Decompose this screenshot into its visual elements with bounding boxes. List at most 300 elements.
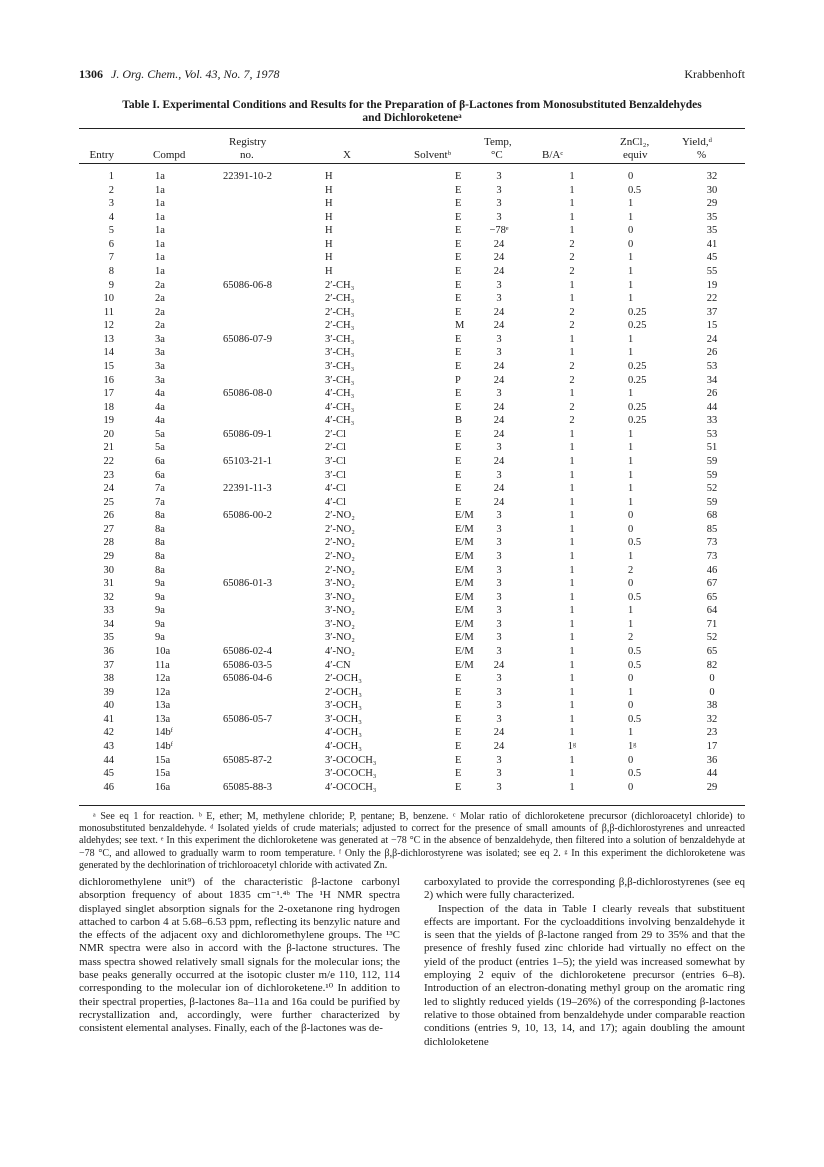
cell-entry: 21 bbox=[103, 442, 114, 454]
cell-temp: 3 bbox=[496, 754, 502, 766]
cell-x: 3′-CH₃ bbox=[325, 347, 355, 359]
cell-x: H bbox=[325, 211, 333, 223]
cell-ba: 1 bbox=[569, 198, 575, 210]
cell-x: H bbox=[325, 198, 333, 210]
journal-citation: J. Org. Chem., Vol. 43, No. 7, 1978 bbox=[111, 67, 280, 81]
cell-ba: 2 bbox=[569, 374, 575, 386]
cell-entry: 24 bbox=[103, 483, 114, 495]
cell-solvent: E/M bbox=[455, 659, 474, 671]
table-row bbox=[79, 727, 745, 738]
cell-compd: 8a bbox=[155, 537, 165, 549]
table-row bbox=[79, 280, 745, 291]
cell-zncl2: 1 bbox=[628, 469, 634, 481]
header-x: X bbox=[343, 149, 351, 161]
cell-ba: 1 bbox=[569, 605, 575, 617]
cell-yield: 44 bbox=[706, 401, 718, 413]
cell-zncl2: 1 bbox=[628, 455, 634, 467]
cell-compd: 3a bbox=[155, 347, 165, 359]
cell-entry: 9 bbox=[108, 279, 114, 291]
cell-solvent: E bbox=[455, 442, 462, 454]
cell-compd: 16a bbox=[155, 781, 171, 793]
cell-entry: 5 bbox=[108, 225, 114, 237]
cell-x: 3′-OCH₃ bbox=[325, 713, 362, 725]
cell-x: 2′-NO₂ bbox=[325, 564, 355, 576]
cell-x: 2′-OCH₃ bbox=[325, 686, 362, 698]
cell-yield: 38 bbox=[706, 700, 718, 712]
page-number: 1306 bbox=[79, 67, 103, 81]
cell-entry: 3 bbox=[108, 198, 114, 210]
cell-ba: 1 bbox=[569, 333, 575, 345]
cell-temp: 3 bbox=[496, 211, 502, 223]
cell-compd: 8a bbox=[155, 510, 165, 522]
cell-x: H bbox=[325, 265, 333, 277]
cell-yield: 67 bbox=[706, 578, 718, 590]
cell-ba: 1 bbox=[569, 659, 575, 671]
cell-temp: 3 bbox=[496, 198, 502, 210]
cell-entry: 14 bbox=[103, 347, 114, 359]
cell-yield: 44 bbox=[706, 768, 718, 780]
cell-temp: 24 bbox=[493, 415, 505, 427]
cell-temp: 24 bbox=[493, 265, 505, 277]
cell-ba: 2 bbox=[569, 252, 575, 264]
cell-x: 4′-CH₃ bbox=[325, 401, 355, 413]
cell-x: H bbox=[325, 184, 333, 196]
cell-compd: 13a bbox=[155, 700, 171, 712]
cell-solvent: E bbox=[455, 428, 462, 440]
cell-zncl2: 0.5 bbox=[628, 713, 642, 725]
table-top-rule bbox=[79, 128, 745, 129]
cell-compd: 3a bbox=[155, 374, 165, 386]
cell-yield: 46 bbox=[706, 564, 718, 576]
cell-solvent: E bbox=[455, 469, 462, 481]
cell-ba: 1 bbox=[569, 578, 575, 590]
cell-solvent: E bbox=[455, 198, 462, 210]
table-row bbox=[79, 347, 745, 358]
cell-zncl2: 1 bbox=[628, 198, 634, 210]
cell-entry: 23 bbox=[103, 469, 114, 481]
cell-solvent: E bbox=[455, 455, 462, 467]
cell-yield: 82 bbox=[706, 659, 718, 671]
cell-solvent: E bbox=[455, 265, 462, 277]
cell-solvent: E bbox=[455, 496, 462, 508]
cell-zncl2: 0.5 bbox=[628, 537, 642, 549]
table-row bbox=[79, 442, 745, 453]
cell-temp: 24 bbox=[493, 496, 505, 508]
cell-temp: 3 bbox=[496, 510, 502, 522]
cell-compd: 15a bbox=[155, 768, 171, 780]
cell-yield: 52 bbox=[706, 632, 718, 644]
cell-ba: 1 bbox=[569, 279, 575, 291]
cell-yield: 26 bbox=[706, 388, 718, 400]
cell-yield: 85 bbox=[706, 523, 718, 535]
cell-entry: 15 bbox=[103, 360, 114, 372]
cell-yield: 24 bbox=[706, 333, 718, 345]
cell-x: H bbox=[325, 171, 333, 182]
cell-x: 3′-OCH₃ bbox=[325, 700, 362, 712]
cell-yield: 51 bbox=[706, 442, 718, 454]
body-right-paragraph-1: carboxylated to provide the corresponding β,β-dichlorostyrenes (see eq 2) which were fully characterized. bbox=[424, 876, 745, 902]
cell-yield: 73 bbox=[706, 550, 718, 562]
cell-zncl2: 0.25 bbox=[628, 320, 647, 332]
table-row bbox=[79, 212, 745, 223]
cell-temp: 3 bbox=[496, 550, 502, 562]
cell-temp: 3 bbox=[496, 537, 502, 549]
cell-zncl2: 1 bbox=[628, 252, 634, 264]
cell-yield: 73 bbox=[706, 537, 718, 549]
header-solvent: Solventᵇ bbox=[414, 149, 452, 161]
cell-compd: 3a bbox=[155, 333, 165, 345]
cell-reg: 22391-11-3 bbox=[223, 483, 272, 495]
cell-compd: 3a bbox=[155, 360, 165, 372]
cell-compd: 12a bbox=[155, 686, 171, 698]
cell-entry: 28 bbox=[103, 537, 114, 549]
cell-x: 3′-NO₂ bbox=[325, 591, 355, 603]
cell-x: 2′-CH₃ bbox=[325, 279, 355, 291]
cell-zncl2: 0 bbox=[628, 673, 634, 685]
cell-ba: 1 bbox=[569, 673, 575, 685]
cell-compd: 8a bbox=[155, 564, 165, 576]
cell-x: 3′-CH₃ bbox=[325, 374, 355, 386]
cell-zncl2: 0 bbox=[628, 578, 634, 590]
cell-x: 4′-OCOCH₃ bbox=[325, 781, 377, 793]
cell-entry: 11 bbox=[103, 306, 114, 318]
cell-yield: 0 bbox=[709, 673, 715, 685]
cell-temp: 3 bbox=[496, 184, 502, 196]
cell-entry: 16 bbox=[103, 374, 114, 386]
cell-temp: 3 bbox=[496, 768, 502, 780]
cell-x: 4′-Cl bbox=[325, 496, 346, 508]
cell-solvent: E/M bbox=[455, 537, 474, 549]
cell-compd: 15a bbox=[155, 754, 171, 766]
cell-zncl2: 0 bbox=[628, 754, 634, 766]
cell-zncl2: 0.25 bbox=[628, 374, 647, 386]
cell-reg: 65086-08-0 bbox=[223, 388, 272, 400]
cell-temp: 24 bbox=[493, 360, 505, 372]
table-header-rule bbox=[79, 163, 745, 164]
cell-yield: 55 bbox=[706, 265, 718, 277]
cell-yield: 29 bbox=[706, 781, 718, 793]
cell-yield: 35 bbox=[706, 211, 718, 223]
cell-yield: 23 bbox=[706, 727, 718, 739]
table-row bbox=[79, 293, 745, 304]
table-row bbox=[79, 483, 745, 494]
cell-zncl2: 0.5 bbox=[628, 768, 642, 780]
cell-yield: 53 bbox=[706, 360, 718, 372]
cell-solvent: E bbox=[455, 306, 462, 318]
cell-ba: 1 bbox=[569, 225, 575, 237]
cell-entry: 25 bbox=[103, 496, 114, 508]
cell-solvent: M bbox=[455, 320, 465, 332]
cell-ba: 1 bbox=[569, 727, 575, 739]
cell-compd: 4a bbox=[155, 415, 165, 427]
table-footnotes: ᵃ See eq 1 for reaction. ᵇ E, ether; M, methylene chloride; P, pentane; B, benzene. ᶜ Molar ratio of dichloroketene precursor (dichloroacetyl chloride) to monosubstituted benzaldehyde. ᵈ Isolated yields of crude materials; adjusted to correct for the presence of small amounts of β,β-dichlorostyrenes and unreacted aldehydes; see text. ᵉ In this experiment the dichloroketene was generated at −78 °C in the absence of benzaldehyde, then filtered into a solution of benzaldehyde at −78 °C, and allowed to gradually warm to room temperature. ᶠ Only the β,β-dichlorostyrene was isolated; see eq 2. ᵍ In this experiment the dichloroketene was generated by the dechlorination of trichloroacetyl chloride with activated Zn. bbox=[79, 811, 745, 871]
cell-zncl2: 1 bbox=[628, 496, 634, 508]
table-row bbox=[79, 402, 745, 413]
cell-entry: 39 bbox=[103, 686, 114, 698]
header-registry-line-2: no. bbox=[240, 149, 254, 161]
cell-yield: 59 bbox=[706, 455, 718, 467]
cell-yield: 45 bbox=[706, 252, 718, 264]
cell-x: 2′-Cl bbox=[325, 428, 346, 440]
cell-x: H bbox=[325, 238, 333, 250]
cell-compd: 13a bbox=[155, 713, 171, 725]
cell-solvent: E bbox=[455, 333, 462, 345]
cell-temp: 24 bbox=[493, 401, 505, 413]
cell-solvent: E bbox=[455, 483, 462, 495]
cell-zncl2: 0.25 bbox=[628, 360, 647, 372]
table-row bbox=[79, 225, 745, 236]
cell-compd: 11a bbox=[155, 659, 170, 671]
cell-x: 3′-OCOCH₃ bbox=[325, 754, 377, 766]
cell-zncl2: 1 bbox=[628, 442, 634, 454]
table-row bbox=[79, 537, 745, 548]
table-row bbox=[79, 592, 745, 603]
cell-entry: 17 bbox=[103, 388, 114, 400]
table-row bbox=[79, 497, 745, 508]
cell-reg: 65086-02-4 bbox=[223, 645, 272, 657]
cell-temp: 24 bbox=[493, 374, 505, 386]
cell-ba: 1 bbox=[569, 523, 575, 535]
cell-ba: 1 bbox=[569, 618, 575, 630]
cell-x: 2′-OCH₃ bbox=[325, 673, 362, 685]
cell-entry: 36 bbox=[103, 645, 114, 657]
cell-temp: 3 bbox=[496, 469, 502, 481]
table-row bbox=[79, 673, 745, 684]
cell-temp: 24 bbox=[493, 238, 505, 250]
cell-solvent: E bbox=[455, 171, 462, 182]
cell-compd: 10a bbox=[155, 645, 171, 657]
cell-temp: 3 bbox=[496, 591, 502, 603]
cell-solvent: E/M bbox=[455, 645, 474, 657]
cell-solvent: E bbox=[455, 401, 462, 413]
cell-ba: 1 bbox=[569, 496, 575, 508]
cell-temp: 3 bbox=[496, 686, 502, 698]
cell-yield: 41 bbox=[706, 238, 718, 250]
cell-zncl2: 0 bbox=[628, 781, 634, 793]
table-row bbox=[79, 565, 745, 576]
cell-x: 4′-CN bbox=[325, 659, 351, 671]
cell-zncl2: 0.5 bbox=[628, 659, 642, 671]
cell-entry: 43 bbox=[103, 740, 114, 752]
header-zncl2-line-2: equiv bbox=[623, 149, 648, 161]
cell-ba: 2 bbox=[569, 238, 575, 250]
cell-ba: 1 bbox=[569, 211, 575, 223]
table-row bbox=[79, 605, 745, 616]
cell-ba: 1ᵍ bbox=[567, 740, 577, 752]
cell-temp: 24 bbox=[493, 320, 505, 332]
table-row bbox=[79, 185, 745, 196]
cell-yield: 35 bbox=[706, 225, 718, 237]
table-row bbox=[79, 456, 745, 467]
cell-solvent: E bbox=[455, 211, 462, 223]
header-entry: Entry bbox=[89, 149, 114, 161]
cell-ba: 1 bbox=[569, 781, 575, 793]
cell-ba: 1 bbox=[569, 645, 575, 657]
cell-reg: 65085-88-3 bbox=[223, 781, 272, 793]
cell-ba: 2 bbox=[569, 415, 575, 427]
cell-ba: 1 bbox=[569, 442, 575, 454]
cell-yield: 68 bbox=[706, 510, 718, 522]
cell-temp: 3 bbox=[496, 673, 502, 685]
cell-temp: 3 bbox=[496, 523, 502, 535]
cell-zncl2: 2 bbox=[628, 632, 634, 644]
cell-compd: 9a bbox=[155, 632, 165, 644]
cell-entry: 34 bbox=[103, 618, 114, 630]
cell-yield: 34 bbox=[706, 374, 718, 386]
cell-ba: 1 bbox=[569, 537, 575, 549]
cell-zncl2: 1 bbox=[628, 388, 634, 400]
cell-solvent: E bbox=[455, 713, 462, 725]
cell-x: H bbox=[325, 252, 333, 264]
cell-entry: 42 bbox=[103, 727, 114, 739]
cell-compd: 4a bbox=[155, 401, 165, 413]
cell-compd: 6a bbox=[155, 455, 165, 467]
body-left-column bbox=[79, 876, 400, 1036]
cell-compd: 14bᶠ bbox=[155, 727, 173, 739]
cell-zncl2: 0 bbox=[628, 510, 634, 522]
cell-x: 3′-OCOCH₃ bbox=[325, 768, 377, 780]
cell-zncl2: 0.25 bbox=[628, 401, 647, 413]
cell-ba: 1 bbox=[569, 686, 575, 698]
cell-x: 3′-Cl bbox=[325, 469, 346, 481]
table-title-line-1: Table I. Experimental Conditions and Results for the Preparation of β-Lactones from Monosubstituted Benzaldehydes bbox=[122, 99, 702, 111]
cell-temp: 24 bbox=[493, 306, 505, 318]
cell-zncl2: 0.5 bbox=[628, 184, 642, 196]
cell-entry: 6 bbox=[108, 238, 114, 250]
cell-x: 4′-OCH₃ bbox=[325, 740, 362, 752]
cell-temp: 3 bbox=[496, 279, 502, 291]
cell-zncl2: 1 bbox=[628, 618, 634, 630]
cell-zncl2: 1 bbox=[628, 347, 634, 359]
cell-x: 2′-NO₂ bbox=[325, 510, 355, 522]
cell-compd: 14bᶠ bbox=[155, 740, 173, 752]
cell-ba: 1 bbox=[569, 768, 575, 780]
table-row bbox=[79, 239, 745, 250]
cell-temp: 3 bbox=[496, 713, 502, 725]
cell-temp: 24 bbox=[493, 252, 505, 264]
header-compd: Compd bbox=[153, 149, 186, 161]
header-yield-line-1: Yield,ᵈ bbox=[682, 136, 713, 148]
cell-zncl2: 1 bbox=[628, 686, 634, 698]
cell-temp: 3 bbox=[496, 578, 502, 590]
cell-ba: 1 bbox=[569, 510, 575, 522]
cell-compd: 1a bbox=[155, 211, 165, 223]
cell-entry: 32 bbox=[103, 591, 114, 603]
cell-x: 3′-NO₂ bbox=[325, 605, 355, 617]
header-temp-line-1: Temp, bbox=[484, 136, 512, 148]
cell-temp: −78ᵉ bbox=[489, 225, 509, 237]
cell-reg: 65086-09-1 bbox=[223, 428, 272, 440]
cell-solvent: E/M bbox=[455, 510, 474, 522]
cell-compd: 2a bbox=[155, 306, 165, 318]
body-left-paragraph: dichloromethylene unit⁹) of the characteristic β-lactone carbonyl absorption frequency of about 1835 cm⁻¹.⁴ᵇ The ¹H NMR spectra displayed singlet absorption signals for the 2-oxetanone ring hydrogen attached to carbon 4 at 5.68–6.53 ppm, reflecting its benzylic nature and the effects of the adjacent oxy and dichloromethylene groups. The ¹³C NMR spectra were also in accord with the β-lactone structures. The mass spectra showed relatively small signals for the molecular ions; the base peaks generally occurred at the isotopic cluster m/e 110, 112, 114 corresponding to the molecular ion of dichloroketene.¹⁰ In addition to their spectral properties, β-lactones 8a–11a and 16a could be purified by recrystallization and, accordingly, were further characterized by consistent elemental analyses. Finally, each of the β-lactones was de- bbox=[79, 876, 400, 1035]
cell-compd: 7a bbox=[155, 496, 165, 508]
cell-compd: 5a bbox=[155, 428, 165, 440]
cell-temp: 3 bbox=[496, 333, 502, 345]
cell-compd: 1a bbox=[155, 184, 165, 196]
cell-x: 2′-NO₂ bbox=[325, 550, 355, 562]
running-head-left bbox=[79, 67, 280, 82]
cell-compd: 1a bbox=[155, 238, 165, 250]
table-row bbox=[79, 687, 745, 698]
cell-temp: 3 bbox=[496, 293, 502, 305]
cell-ba: 1 bbox=[569, 171, 575, 182]
cell-solvent: E bbox=[455, 700, 462, 712]
cell-compd: 8a bbox=[155, 550, 165, 562]
cell-x: 2′-CH₃ bbox=[325, 306, 355, 318]
cell-entry: 18 bbox=[103, 401, 114, 413]
header-zncl2-line-1: ZnCl₂, bbox=[620, 136, 650, 148]
cell-entry: 44 bbox=[103, 754, 114, 766]
cell-yield: 29 bbox=[706, 198, 718, 210]
cell-zncl2: 1 bbox=[628, 483, 634, 495]
cell-x: 4′-NO₂ bbox=[325, 645, 355, 657]
cell-yield: 0 bbox=[709, 686, 715, 698]
table-row bbox=[79, 632, 745, 643]
cell-ba: 1 bbox=[569, 469, 575, 481]
cell-solvent: E/M bbox=[455, 564, 474, 576]
cell-ba: 2 bbox=[569, 360, 575, 372]
cell-temp: 24 bbox=[493, 740, 505, 752]
cell-yield: 64 bbox=[706, 605, 718, 617]
cell-solvent: E bbox=[455, 686, 462, 698]
cell-solvent: E bbox=[455, 781, 462, 793]
cell-solvent: E/M bbox=[455, 632, 474, 644]
table-row bbox=[79, 171, 745, 182]
cell-ba: 1 bbox=[569, 700, 575, 712]
cell-yield: 65 bbox=[706, 591, 718, 603]
table-row bbox=[79, 782, 745, 793]
cell-zncl2: 1 bbox=[628, 293, 634, 305]
table-row bbox=[79, 741, 745, 752]
cell-zncl2: 1 bbox=[628, 333, 634, 345]
cell-yield: 53 bbox=[706, 428, 718, 440]
cell-reg: 65103-21-1 bbox=[223, 455, 272, 467]
cell-entry: 12 bbox=[103, 320, 114, 332]
cell-temp: 3 bbox=[496, 632, 502, 644]
cell-entry: 30 bbox=[103, 564, 114, 576]
cell-ba: 1 bbox=[569, 591, 575, 603]
cell-yield: 59 bbox=[706, 496, 718, 508]
cell-entry: 27 bbox=[103, 523, 114, 535]
cell-yield: 65 bbox=[706, 645, 718, 657]
cell-temp: 3 bbox=[496, 618, 502, 630]
cell-compd: 9a bbox=[155, 605, 165, 617]
cell-reg: 65086-00-2 bbox=[223, 510, 272, 522]
cell-yield: 15 bbox=[706, 320, 718, 332]
cell-zncl2: 0 bbox=[628, 171, 634, 182]
table-row bbox=[79, 470, 745, 481]
cell-reg: 65085-87-2 bbox=[223, 754, 272, 766]
cell-compd: 1a bbox=[155, 252, 165, 264]
cell-ba: 1 bbox=[569, 184, 575, 196]
cell-yield: 30 bbox=[706, 184, 718, 196]
cell-yield: 33 bbox=[706, 415, 718, 427]
cell-reg: 22391-10-2 bbox=[223, 171, 272, 182]
cell-solvent: E bbox=[455, 347, 462, 359]
cell-solvent: E/M bbox=[455, 523, 474, 535]
cell-compd: 1a bbox=[155, 171, 165, 182]
table-row bbox=[79, 252, 745, 263]
cell-ba: 1 bbox=[569, 632, 575, 644]
cell-solvent: E/M bbox=[455, 591, 474, 603]
cell-entry: 35 bbox=[103, 632, 114, 644]
cell-ba: 2 bbox=[569, 401, 575, 413]
table-row bbox=[79, 266, 745, 277]
cell-compd: 2a bbox=[155, 320, 165, 332]
table-row bbox=[79, 714, 745, 725]
table-row bbox=[79, 415, 745, 426]
